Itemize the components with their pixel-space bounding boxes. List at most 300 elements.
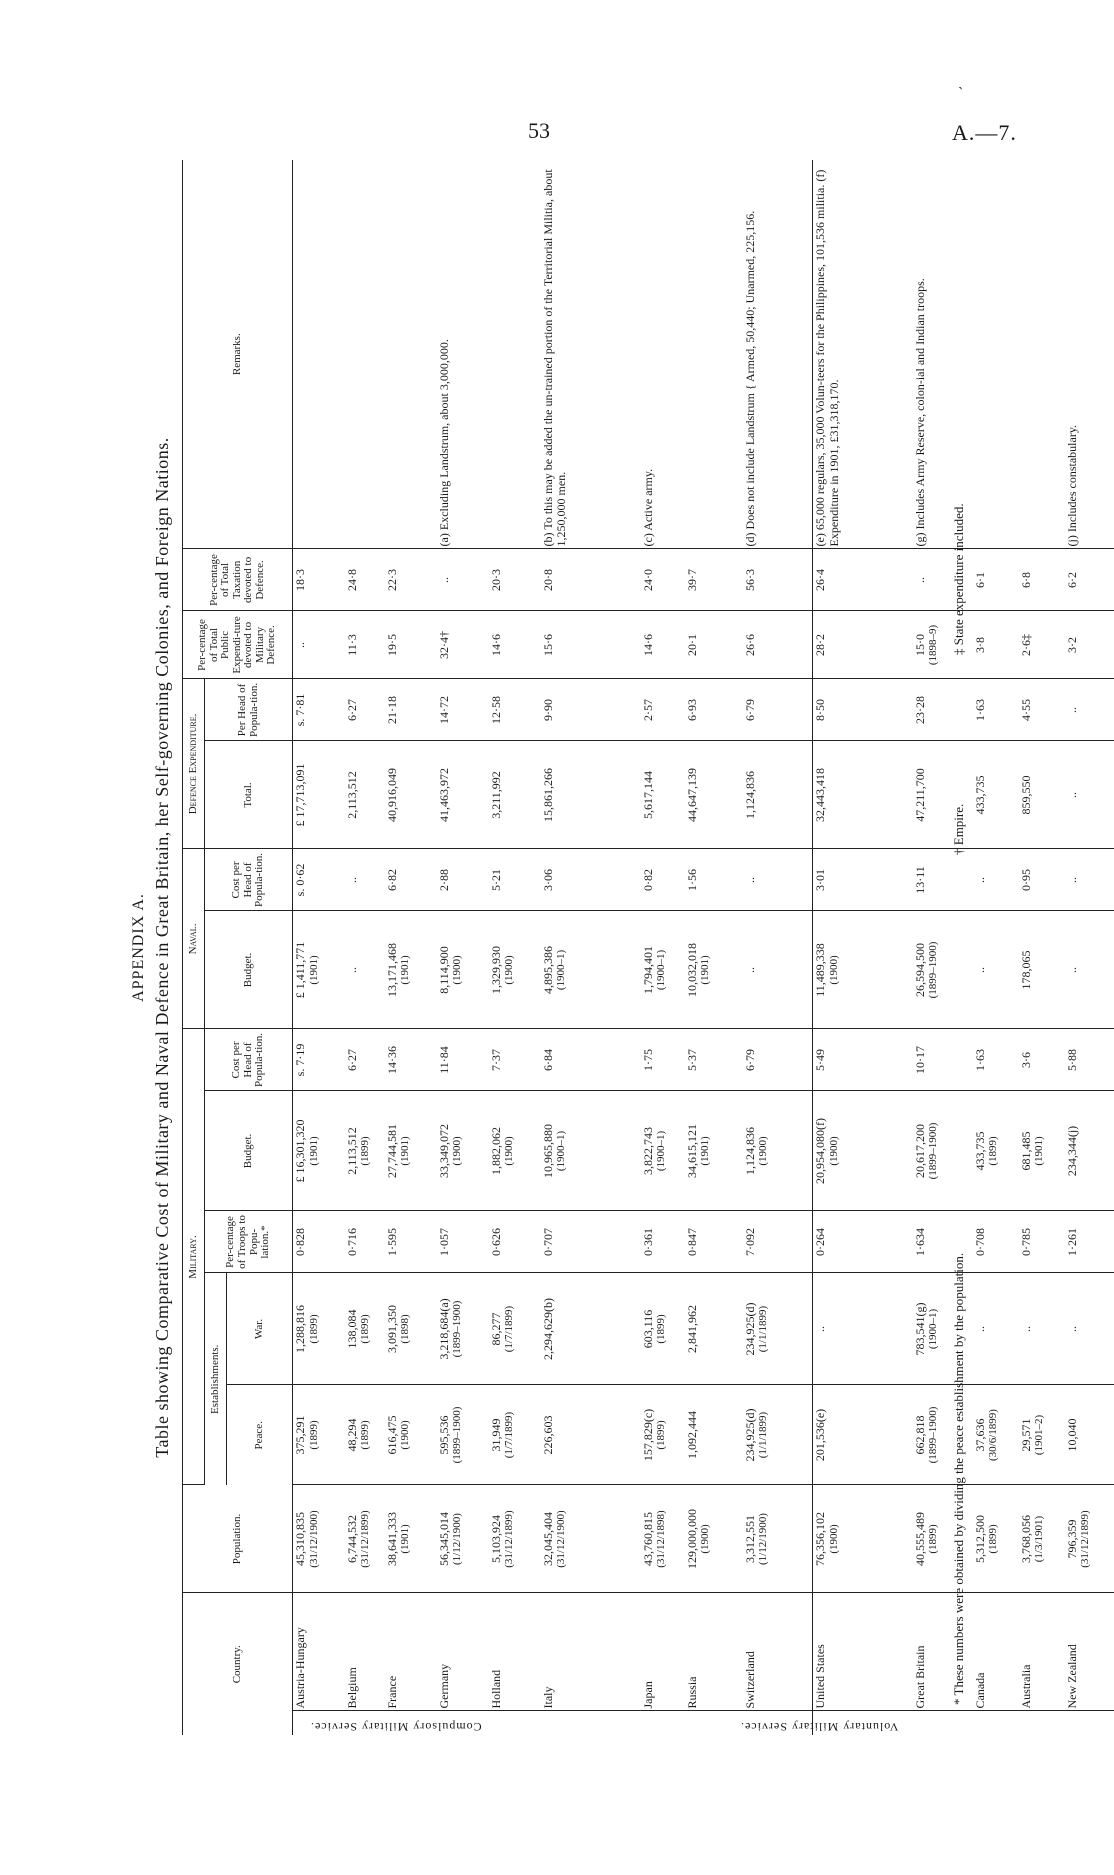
pct-troops-cell <box>1065 1211 1114 1273</box>
nav-cost-cell-value: .. <box>972 876 987 883</box>
country-cell-value: Canada <box>972 1672 987 1709</box>
war-cell-date: (1/1/1899) <box>757 1305 770 1353</box>
population-cell <box>641 1485 685 1593</box>
pct-troops-cell-value: 0·785 <box>1018 1228 1033 1256</box>
per-head-cell-value: 12·58 <box>488 695 503 724</box>
mil-budget-cell-value: 20,954,080(f) <box>813 1118 827 1184</box>
total-cell-value: 859,550 <box>1018 775 1033 815</box>
war-cell-value: .. <box>1064 1326 1079 1332</box>
header-military: Military. <box>183 1029 205 1485</box>
pct-tax-cell-value: 20·3 <box>488 568 503 591</box>
pct-exp-cell-value: 26·6 <box>742 633 757 656</box>
total-cell <box>685 741 743 849</box>
total-cell <box>1019 741 1065 849</box>
pct-troops-cell-value: 1·261 <box>1064 1228 1079 1256</box>
mil-budget-cell-date: (1901) <box>699 1136 712 1166</box>
peace-cell-value: 10,040 <box>1064 1418 1079 1452</box>
nav-cost-cell-value: 2·88 <box>436 868 451 891</box>
pct-troops-cell <box>385 1211 437 1273</box>
group-cell <box>1019 1711 1065 1735</box>
remarks-cell-value: (d) Does not include Landstrum { Armed, 50,440; Unarmed, 225,156. <box>742 210 757 547</box>
group-compulsory-label: Compulsory Military Service. <box>310 1720 482 1734</box>
population-cell <box>293 1485 345 1593</box>
pct-tax-cell <box>685 549 743 611</box>
nav-budget-cell-date: (1901) <box>307 955 320 985</box>
peace-cell <box>437 1385 489 1485</box>
country-cell <box>541 1593 641 1711</box>
peace-cell-date: (1899) <box>307 1420 320 1450</box>
peace-cell-date: (1/7/1899) <box>503 1411 516 1459</box>
pct-troops-cell-value: 0·361 <box>640 1228 655 1256</box>
mil-budget-cell-value: £ 16,301,320 <box>293 1119 307 1183</box>
population-cell <box>1065 1485 1114 1593</box>
pct-troops-cell <box>973 1211 1019 1273</box>
per-head-cell <box>913 679 973 741</box>
header-establishments: Establishments. <box>205 1273 227 1485</box>
header-pct-troops: Per-centage of Troops to Popu-lation.* <box>205 1211 293 1273</box>
nav-budget-cell-value: .. <box>344 966 359 973</box>
total-cell-value: 40,916,049 <box>384 767 399 822</box>
total-cell-value: 433,735 <box>972 775 987 815</box>
rotated-table-frame <box>120 160 1092 1735</box>
nav-budget-cell <box>541 911 641 1029</box>
pct-exp-cell-value: 15·0 <box>912 633 927 656</box>
mil-budget-cell-date: (1901) <box>399 1136 412 1166</box>
remarks-cell <box>385 160 437 549</box>
mil-budget-cell <box>385 1091 437 1211</box>
total-cell-value: 32,443,418 <box>813 767 827 822</box>
country-cell <box>489 1593 541 1711</box>
mil-cost-cell <box>973 1029 1019 1091</box>
population-cell-date: (31/12/1898) <box>655 1510 668 1568</box>
header-mil-budget: Budget. <box>205 1091 293 1211</box>
table-body <box>293 160 1114 1735</box>
pct-tax-cell <box>1019 549 1065 611</box>
pct-troops-cell-value: 1·595 <box>384 1228 399 1256</box>
nav-budget-cell-value: 11,489,338 <box>813 943 827 997</box>
nav-cost-cell <box>685 849 743 911</box>
war-cell <box>541 1273 641 1385</box>
nav-budget-cell <box>437 911 489 1029</box>
mil-cost-cell-value: 14·36 <box>384 1046 399 1074</box>
country-cell <box>685 1593 743 1711</box>
pct-exp-cell <box>1065 611 1114 679</box>
pct-exp-cell <box>743 611 813 679</box>
peace-cell <box>345 1385 385 1485</box>
remarks-cell <box>973 160 1019 549</box>
war-cell-date: (1898) <box>399 1314 412 1344</box>
pct-exp-cell-value: 14·6 <box>488 633 503 656</box>
group-cell <box>489 1711 541 1735</box>
population-cell-date: (31/12/1900) <box>307 1510 320 1568</box>
remarks-cell <box>437 160 489 549</box>
war-cell-value: 783,541(g) <box>912 1302 927 1356</box>
peace-cell-date: (1901–2) <box>1033 1414 1046 1456</box>
mil-cost-cell-value: 6·84 <box>540 1049 555 1071</box>
remarks-cell <box>541 160 641 549</box>
per-head-cell-value: s. 7·81 <box>293 693 307 727</box>
pct-exp-cell <box>1019 611 1065 679</box>
peace-cell-value: 31,949 <box>488 1418 503 1452</box>
total-cell <box>345 741 385 849</box>
mil-budget-cell-value: 34,615,121 <box>684 1124 699 1178</box>
peace-cell-value: 48,294 <box>344 1418 359 1452</box>
pct-exp-cell-value: 2·6‡ <box>1018 633 1033 656</box>
peace-cell-value: 226,603 <box>540 1415 555 1455</box>
nav-budget-cell <box>973 911 1019 1029</box>
population-cell-value: 6,744,532 <box>344 1515 359 1563</box>
table-row <box>743 160 813 1735</box>
mil-budget-cell-date: (1900) <box>827 1136 840 1166</box>
population-cell-value: 43,760,815 <box>640 1512 655 1566</box>
population-cell <box>437 1485 489 1593</box>
pct-troops-cell <box>1019 1211 1065 1273</box>
total-cell-value: 44,647,139 <box>684 767 699 822</box>
pct-troops-cell-value: 0·626 <box>488 1228 503 1256</box>
header-country: Country. <box>183 1593 293 1735</box>
nav-cost-cell <box>345 849 385 911</box>
appendix-heading: APPENDIX A. <box>130 893 147 1002</box>
mil-budget-cell-date: (1901) <box>1033 1136 1046 1166</box>
mil-budget-cell-date: (1900–1) <box>555 1130 568 1172</box>
peace-cell-value: 37,636 <box>972 1418 987 1452</box>
war-cell <box>489 1273 541 1385</box>
pct-exp-cell <box>385 611 437 679</box>
population-cell-value: 3,768,056 <box>1018 1515 1033 1563</box>
mil-cost-cell <box>743 1029 813 1091</box>
mil-cost-cell <box>437 1029 489 1091</box>
pct-troops-cell-value: 1·057 <box>436 1228 451 1256</box>
mil-cost-cell-value: 7·37 <box>488 1049 503 1071</box>
pct-troops-cell <box>685 1211 743 1273</box>
nav-cost-cell-value: .. <box>344 876 359 883</box>
mil-budget-cell <box>743 1091 813 1211</box>
pct-tax-cell <box>973 549 1019 611</box>
remarks-cell <box>345 160 385 549</box>
peace-cell <box>743 1385 813 1485</box>
per-head-cell-value: 14·72 <box>436 695 451 724</box>
war-cell <box>345 1273 385 1385</box>
remarks-cell-value: (j) Includes constabulary. <box>1064 424 1079 547</box>
pct-exp-cell-value: .. <box>293 641 307 648</box>
war-cell <box>1019 1273 1065 1385</box>
population-cell-value: 5,312,500 <box>972 1515 987 1563</box>
pct-troops-cell <box>489 1211 541 1273</box>
nav-cost-cell <box>489 849 541 911</box>
mil-cost-cell-value: s. 7·19 <box>293 1043 307 1077</box>
header-population: Population. <box>183 1485 293 1593</box>
nav-cost-cell-value: 0·95 <box>1018 868 1033 891</box>
peace-cell <box>973 1385 1019 1485</box>
war-cell-value: .. <box>1018 1326 1033 1332</box>
peace-cell <box>813 1385 913 1485</box>
nav-budget-cell-date: (1899–1900) <box>927 941 940 999</box>
total-cell <box>1065 741 1114 849</box>
pct-exp-cell <box>813 611 913 679</box>
peace-cell <box>385 1385 437 1485</box>
country-cell <box>813 1593 913 1711</box>
table-row <box>345 160 385 1735</box>
mil-cost-cell <box>913 1029 973 1091</box>
remarks-cell <box>1019 160 1065 549</box>
war-cell-date: (1/7/1899) <box>503 1305 516 1353</box>
country-cell <box>437 1593 489 1711</box>
nav-budget-cell <box>685 911 743 1029</box>
mil-cost-cell-value: 3·6 <box>1018 1052 1033 1068</box>
pct-exp-cell <box>293 611 345 679</box>
country-cell <box>973 1593 1019 1711</box>
war-cell-value: 3,091,350 <box>384 1305 399 1353</box>
war-cell-value: 138,084 <box>344 1309 359 1349</box>
mil-budget-cell-value: 1,882,062 <box>488 1127 503 1175</box>
per-head-cell-value: 8·50 <box>813 698 827 721</box>
mil-budget-cell <box>813 1091 913 1211</box>
war-cell-value: 1,288,816 <box>293 1305 307 1353</box>
per-head-cell <box>973 679 1019 741</box>
population-cell <box>1019 1485 1065 1593</box>
nav-cost-cell-value: 13·11 <box>912 866 927 894</box>
table-row <box>1065 160 1114 1735</box>
pct-troops-cell-value: 0·264 <box>813 1228 827 1256</box>
group-cell <box>973 1711 1019 1735</box>
peace-cell-value: 616,475 <box>384 1415 399 1455</box>
pct-tax-cell-value: 6·8 <box>1018 571 1033 588</box>
pct-tax-cell <box>489 549 541 611</box>
remarks-cell-value: (c) Active army. <box>640 468 655 547</box>
header-pct-taxation: Per-centage of Total Taxation devoted to Defence. <box>183 549 293 611</box>
population-cell <box>541 1485 641 1593</box>
war-cell-date: (1899) <box>307 1314 320 1344</box>
nav-budget-cell-value: .. <box>972 966 987 973</box>
table-row <box>813 160 913 1735</box>
population-cell-value: 32,045,404 <box>540 1512 555 1566</box>
mil-cost-cell-value: 5·37 <box>684 1049 699 1071</box>
per-head-cell-value: 4·55 <box>1018 698 1033 721</box>
pct-exp-cell-value: 15·6 <box>540 633 555 656</box>
nav-cost-cell-value: 3·06 <box>540 868 555 891</box>
population-cell-date: (31/12/1900) <box>555 1510 568 1568</box>
total-cell-value: 2,113,512 <box>344 771 359 819</box>
war-cell <box>293 1273 345 1385</box>
population-cell-value: 76,356,102 <box>813 1512 827 1566</box>
group-voluntary-label: Voluntary Military Service. <box>740 1720 899 1734</box>
total-cell <box>641 741 685 849</box>
mil-budget-cell <box>973 1091 1019 1211</box>
peace-cell <box>489 1385 541 1485</box>
mil-cost-cell <box>385 1029 437 1091</box>
mil-cost-cell-value: 10·17 <box>912 1046 927 1074</box>
header-war: War. <box>227 1273 293 1385</box>
header-nav-cost-per-head: Cost per Head of Popula-tion. <box>205 849 293 911</box>
population-cell <box>345 1485 385 1593</box>
country-cell-value: Japan <box>640 1681 655 1709</box>
remarks-cell-value: (g) Includes Army Reserve, colon-ial and Indian troops. <box>912 278 927 547</box>
population-cell <box>743 1485 813 1593</box>
nav-cost-cell <box>641 849 685 911</box>
nav-budget-cell-date: (1900–1) <box>655 949 668 991</box>
war-cell-value: 234,925(d) <box>742 1302 757 1356</box>
pct-tax-cell-value: 26·4 <box>813 568 827 591</box>
pct-exp-cell <box>973 611 1019 679</box>
pct-exp-cell-value: 20·1 <box>684 633 699 656</box>
mil-budget-cell-value: 10,965,880 <box>540 1124 555 1178</box>
country-cell-value: Russia <box>684 1676 699 1709</box>
nav-budget-cell-date: (1901) <box>399 955 412 985</box>
population-cell-date: (1/3/1901) <box>1033 1515 1046 1563</box>
per-head-cell <box>541 679 641 741</box>
mil-cost-cell <box>641 1029 685 1091</box>
pct-exp-cell-value: 3·2 <box>1064 636 1079 653</box>
peace-cell-date: (1899–1900) <box>451 1406 464 1464</box>
pct-tax-cell-value: 39·7 <box>684 568 699 591</box>
country-cell <box>345 1593 385 1711</box>
mil-budget-cell-value: 234,344(j) <box>1064 1125 1079 1177</box>
total-cell-value: 47,211,700 <box>912 768 927 822</box>
country-cell-value: Holland <box>488 1669 503 1709</box>
pct-tax-cell-value: 6·2 <box>1064 571 1079 588</box>
nav-budget-cell-date: (1900–1) <box>555 949 568 991</box>
population-cell-date: (1901) <box>399 1524 412 1554</box>
peace-cell-value: 662,818 <box>912 1415 927 1455</box>
nav-budget-cell-date: (1900) <box>451 955 464 985</box>
per-head-cell-value: 2·57 <box>640 698 655 721</box>
nav-budget-cell <box>489 911 541 1029</box>
mil-budget-cell-value: 681,485 <box>1018 1131 1033 1171</box>
pct-exp-cell <box>541 611 641 679</box>
war-cell-date: (1899) <box>655 1314 668 1344</box>
war-cell-value: 2,841,962 <box>684 1305 699 1353</box>
nav-cost-cell-value: 0·82 <box>640 868 655 891</box>
country-cell-value: Belgium <box>344 1667 359 1709</box>
remarks-cell <box>293 160 345 549</box>
nav-budget-cell-value: 13,171,468 <box>384 942 399 997</box>
war-cell-value: 2,294,629(b) <box>540 1298 555 1360</box>
peace-cell-value: 595,536 <box>436 1415 451 1455</box>
total-cell-value: .. <box>1064 791 1079 798</box>
peace-cell-value: 234,925(d) <box>742 1408 757 1462</box>
per-head-cell-value: 1·63 <box>972 698 987 721</box>
defence-cost-table <box>182 160 1114 1735</box>
country-cell <box>743 1593 813 1711</box>
population-cell <box>813 1485 913 1593</box>
per-head-cell <box>385 679 437 741</box>
nav-cost-cell-value: .. <box>1064 876 1079 883</box>
mil-budget-cell-value: 20,617,200 <box>912 1124 927 1178</box>
table-row <box>437 160 489 1735</box>
population-cell-date: (1899) <box>987 1524 1000 1554</box>
mil-budget-cell-value: 33,349,072 <box>436 1124 451 1178</box>
group-cell <box>1065 1711 1114 1735</box>
pct-tax-cell-value: .. <box>436 576 451 583</box>
mil-budget-cell-date: (1900) <box>757 1136 770 1166</box>
peace-cell-date: (1900) <box>399 1420 412 1450</box>
mil-cost-cell <box>685 1029 743 1091</box>
nav-cost-cell-value: .. <box>742 876 757 883</box>
pct-tax-cell <box>385 549 437 611</box>
group-cell <box>913 1711 973 1735</box>
war-cell-value: .. <box>972 1326 987 1332</box>
population-cell-value: 129,000,000 <box>684 1509 699 1569</box>
remarks-cell <box>813 160 913 549</box>
mil-budget-cell <box>489 1091 541 1211</box>
nav-budget-cell <box>293 911 345 1029</box>
nav-budget-cell-value: 8,114,900 <box>436 946 451 994</box>
pct-tax-cell <box>293 549 345 611</box>
country-cell-value: Germany <box>436 1663 451 1709</box>
war-cell <box>685 1273 743 1385</box>
peace-cell-date: (30/6/1899) <box>987 1409 1000 1461</box>
nav-cost-cell <box>743 849 813 911</box>
pct-exp-cell <box>345 611 385 679</box>
peace-cell-date: (1899) <box>655 1420 668 1450</box>
nav-budget-cell <box>1019 911 1065 1029</box>
per-head-cell <box>685 679 743 741</box>
war-cell <box>437 1273 489 1385</box>
mil-budget-cell-date: (1901) <box>307 1136 320 1166</box>
peace-cell-value: 29,571 <box>1018 1418 1033 1452</box>
pct-exp-cell-value: 28·2 <box>813 633 827 656</box>
mil-cost-cell-value: 5·88 <box>1064 1049 1079 1071</box>
war-cell <box>385 1273 437 1385</box>
nav-budget-cell <box>813 911 913 1029</box>
mil-cost-cell <box>293 1029 345 1091</box>
nav-budget-cell-date: (1900) <box>827 955 840 985</box>
pct-troops-cell <box>345 1211 385 1273</box>
header-peace: Peace. <box>227 1385 293 1485</box>
total-cell <box>973 741 1019 849</box>
table-row <box>641 160 685 1735</box>
per-head-cell-value: 23·28 <box>912 695 927 724</box>
war-cell-value: .. <box>813 1326 827 1332</box>
per-head-cell <box>641 679 685 741</box>
group-cell <box>685 1711 743 1735</box>
pct-troops-cell <box>813 1211 913 1273</box>
nav-cost-cell-value: 3·01 <box>813 868 827 891</box>
population-cell <box>489 1485 541 1593</box>
mil-cost-cell <box>345 1029 385 1091</box>
mil-budget-cell-date: (1899) <box>359 1136 372 1166</box>
total-cell <box>293 741 345 849</box>
peace-cell <box>641 1385 685 1485</box>
per-head-cell-value: 6·27 <box>344 698 359 721</box>
peace-cell <box>293 1385 345 1485</box>
country-cell-value: Great Britain <box>912 1645 927 1709</box>
per-head-cell-value: 6·93 <box>684 698 699 721</box>
nav-cost-cell <box>385 849 437 911</box>
nav-cost-cell <box>1065 849 1114 911</box>
nav-cost-cell <box>541 849 641 911</box>
group-cell <box>641 1711 685 1735</box>
population-cell <box>973 1485 1019 1593</box>
country-cell <box>1019 1593 1065 1711</box>
war-cell-date: (1900–1) <box>927 1308 940 1350</box>
nav-budget-cell-date: (1900) <box>503 955 516 985</box>
population-cell-value: 3,312,551 <box>742 1515 757 1563</box>
pct-tax-cell <box>813 549 913 611</box>
country-cell <box>293 1593 345 1711</box>
total-cell-value: 41,463,972 <box>436 767 451 822</box>
mil-cost-cell <box>541 1029 641 1091</box>
pct-tax-cell-value: 24·0 <box>640 568 655 591</box>
war-cell <box>1065 1273 1114 1385</box>
pct-tax-cell-value: .. <box>912 576 927 583</box>
nav-budget-cell-value: 178,065 <box>1018 950 1033 990</box>
sheet-reference: A.—7. <box>952 120 1017 145</box>
mil-budget-cell <box>345 1091 385 1211</box>
country-cell <box>385 1593 437 1711</box>
population-cell-date: (1900) <box>699 1524 712 1554</box>
total-cell <box>813 741 913 849</box>
